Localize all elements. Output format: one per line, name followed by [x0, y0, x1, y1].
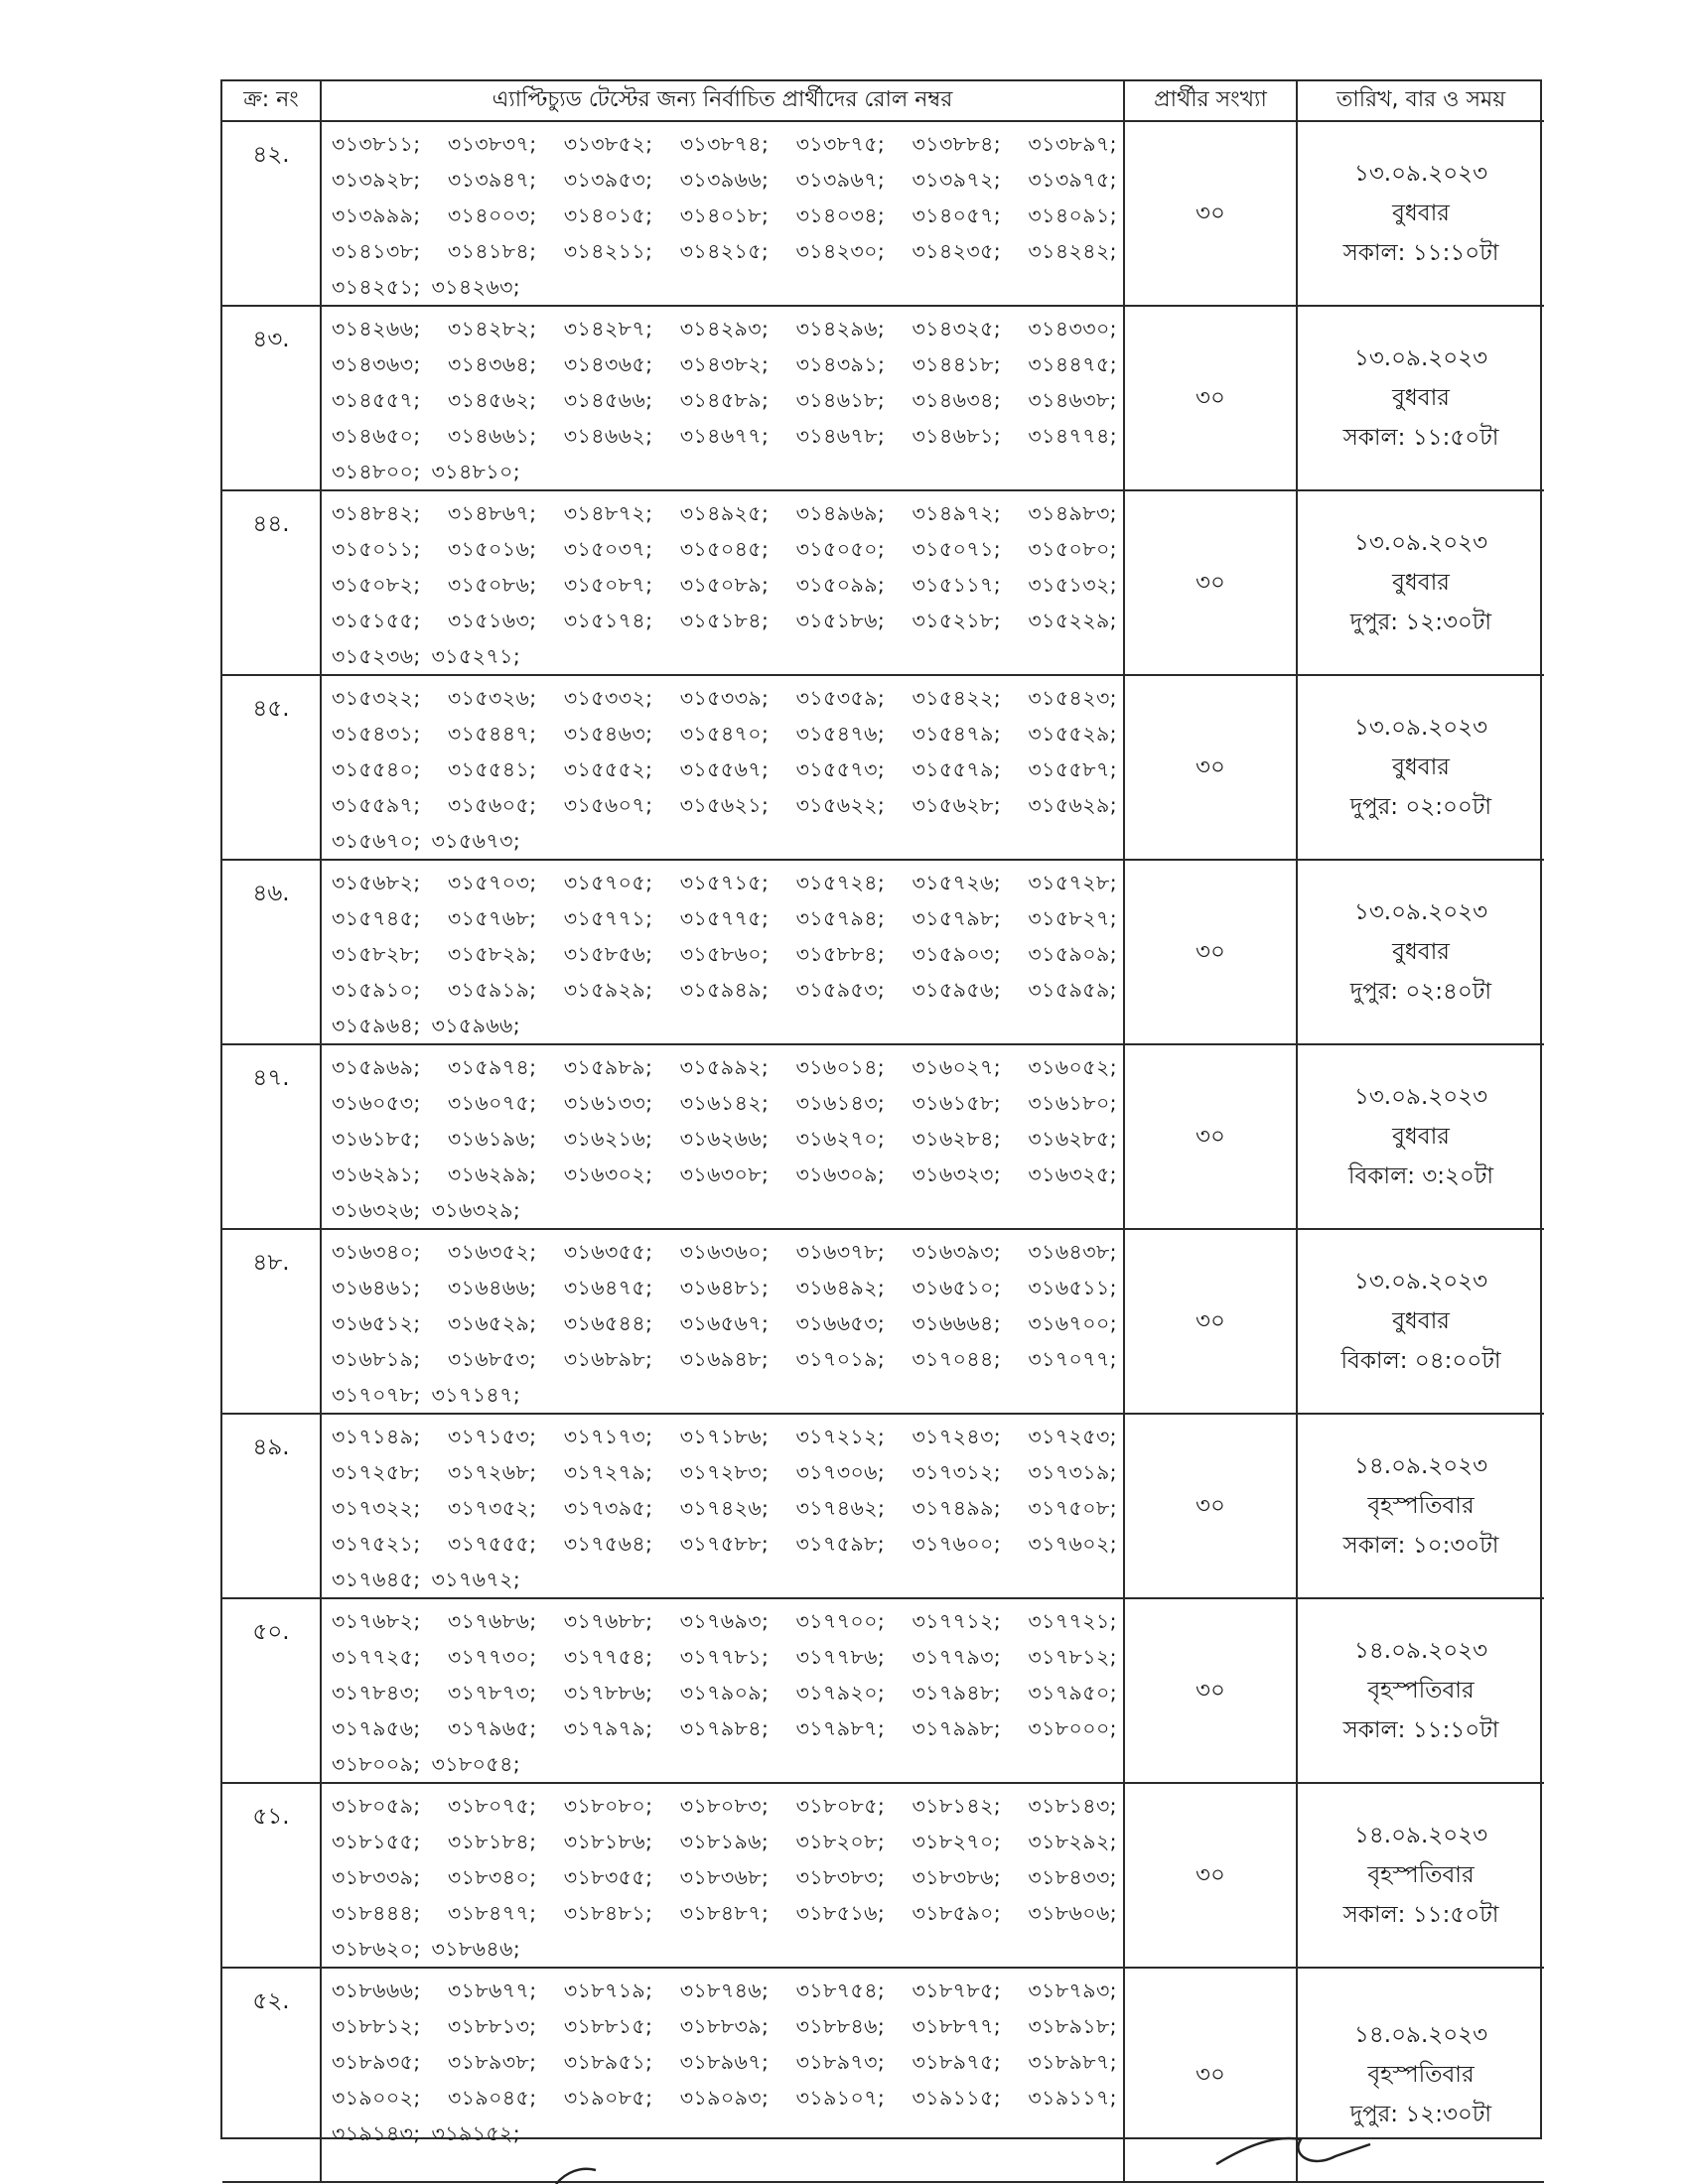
row-serial: ৫১.: [222, 1783, 321, 1968]
row-schedule: [1297, 1044, 1544, 1229]
table-row: [222, 490, 1544, 675]
row-roll-numbers: ৩১৭১৪৯; ৩১৭১৫৩; ৩১৭১৭৩; ৩১৭১৮৬; ৩১৭২১২; ৩১৭২৪৩; ৩১৭২৫৩; ৩১৭২৫৮; ৩১৭২৬৮; ৩১৭২৭৯; ৩১৭২৮৩; ৩১৭৩০৬; ৩১৭৩১২; ৩১৭৩১৯; ৩১৭৩২২; ৩১৭৩৫২; ৩১৭৩৯৫; ৩১৭৪২৬; ৩১৭৪৬২; ৩১৭৪৯৯; ৩১৭৫০৮; ৩১৭৫২১; ৩১৭৫৫৫; ৩১৭৫৬৪; ৩১৭৫৮৮; ৩১৭৫৯৮; ৩১৭৬০০; ৩১৭৬০২; ৩১৭৬৪৫; ৩১৭৬৭২;: [321, 1414, 1124, 1598]
row-schedule: [1297, 490, 1544, 675]
header-serial: ক্র: নং: [222, 81, 321, 121]
table-row: [222, 1598, 1544, 1783]
schedule-time: সকাল: ১১:১০টা: [1342, 240, 1499, 266]
row-schedule: [1297, 121, 1544, 306]
table-row: [222, 1783, 1544, 1968]
schedule-date: ১৩.০৯.২০২৩: [1353, 161, 1488, 187]
row-schedule: [1297, 1598, 1544, 1783]
schedule-day: বুধবার: [1392, 754, 1450, 780]
table-body: [222, 121, 1544, 2182]
table-header-row: [222, 81, 1544, 121]
schedule-time: বিকাল: ৩:২০টা: [1347, 1163, 1494, 1189]
row-roll-numbers: ৩১৫৩২২; ৩১৫৩২৬; ৩১৫৩৩২; ৩১৫৩৩৯; ৩১৫৩৫৯; ৩১৫৪২২; ৩১৫৪২৩; ৩১৫৪৩১; ৩১৫৪৪৭; ৩১৫৪৬৩; ৩১৫৪৭০; ৩১৫৪৭৬; ৩১৫৪৭৯; ৩১৫৫২৯; ৩১৫৫৪০; ৩১৫৫৪১; ৩১৫৫৫২; ৩১৫৫৬৭; ৩১৫৫৭৩; ৩১৫৫৭৯; ৩১৫৫৮৭; ৩১৫৫৯৭; ৩১৫৬০৫; ৩১৫৬০৭; ৩১৫৬২১; ৩১৫৬২২; ৩১৫৬২৮; ৩১৫৬২৯; ৩১৫৬৭০; ৩১৫৬৭৩;: [321, 675, 1124, 860]
row-schedule: [1297, 1783, 1544, 1968]
row-serial: ৫০.: [222, 1598, 321, 1783]
row-roll-numbers: ৩১৪৮৪২; ৩১৪৮৬৭; ৩১৪৮৭২; ৩১৪৯২৫; ৩১৪৯৬৯; ৩১৪৯৭২; ৩১৪৯৮৩; ৩১৫০১১; ৩১৫০১৬; ৩১৫০৩৭; ৩১৫০৪৫; ৩১৫০৫০; ৩১৫০৭১; ৩১৫০৮০; ৩১৫০৮২; ৩১৫০৮৬; ৩১৫০৮৭; ৩১৫০৮৯; ৩১৫০৯৯; ৩১৫১১৭; ৩১৫১৩২; ৩১৫১৫৫; ৩১৫১৬৩; ৩১৫১৭৪; ৩১৫১৮৪; ৩১৫১৮৬; ৩১৫২১৮; ৩১৫২২৯; ৩১৫২৩৬; ৩১৫২৭১;: [321, 490, 1124, 675]
row-candidate-count: ৩০: [1124, 1229, 1297, 1414]
schedule-time: দুপুর: ০২:০০টা: [1349, 794, 1492, 820]
row-serial: ৪৩.: [222, 306, 321, 490]
row-serial: ৪৫.: [222, 675, 321, 860]
schedule-date: ১৪.০৯.২০২৩: [1353, 2022, 1488, 2048]
row-candidate-count: ৩০: [1124, 490, 1297, 675]
schedule-day: বুধবার: [1392, 201, 1450, 226]
table-row: [222, 1968, 1544, 2182]
table-row: [222, 675, 1544, 860]
roll-table: [222, 81, 1544, 2183]
roll-list-sheet: [220, 79, 1542, 2145]
row-schedule: [1297, 306, 1544, 490]
row-serial: ৫২.: [222, 1968, 321, 2182]
table-row: [222, 121, 1544, 306]
row-candidate-count: ৩০: [1124, 675, 1297, 860]
table-row: [222, 1414, 1544, 1598]
schedule-date: ১৩.০৯.২০২৩: [1353, 345, 1488, 371]
schedule-day: বৃহস্পতিবার: [1367, 1862, 1475, 1888]
row-candidate-count: ৩০: [1124, 1044, 1297, 1229]
schedule-time: সকাল: ১১:৫০টা: [1342, 425, 1499, 451]
schedule-day: বৃহস্পতিবার: [1367, 1493, 1475, 1519]
schedule-time: দুপুর: ০২:৪০টা: [1349, 979, 1492, 1005]
row-roll-numbers: ৩১৫৬৮২; ৩১৫৭০৩; ৩১৫৭০৫; ৩১৫৭১৫; ৩১৫৭২৪; ৩১৫৭২৬; ৩১৫৭২৮; ৩১৫৭৪৫; ৩১৫৭৬৮; ৩১৫৭৭১; ৩১৫৭৭৫; ৩১৫৭৯৪; ৩১৫৭৯৮; ৩১৫৮২৭; ৩১৫৮২৮; ৩১৫৮২৯; ৩১৫৮৫৬; ৩১৫৮৬০; ৩১৫৮৮৪; ৩১৫৯০৩; ৩১৫৯০৯; ৩১৫৯১০; ৩১৫৯১৯; ৩১৫৯২৯; ৩১৫৯৪৯; ৩১৫৯৫৩; ৩১৫৯৫৬; ৩১৫৯৫৯; ৩১৫৯৬৪; ৩১৫৯৬৬;: [321, 860, 1124, 1044]
row-candidate-count: ৩০: [1124, 1783, 1297, 1968]
schedule-day: বৃহস্পতিবার: [1367, 1678, 1475, 1704]
row-schedule: [1297, 1414, 1544, 1598]
schedule-time: সকাল: ১১:৫০টা: [1342, 1902, 1499, 1928]
row-serial: ৪৪.: [222, 490, 321, 675]
schedule-time: বিকাল: ০৪:০০টা: [1340, 1348, 1501, 1374]
schedule-date: ১৩.০৯.২০২৩: [1353, 1084, 1488, 1110]
schedule-day: বুধবার: [1392, 939, 1450, 965]
row-candidate-count: ৩০: [1124, 860, 1297, 1044]
row-roll-numbers: ৩১৫৯৬৯; ৩১৫৯৭৪; ৩১৫৯৮৯; ৩১৫৯৯২; ৩১৬০১৪; ৩১৬০২৭; ৩১৬০৫২; ৩১৬০৫৩; ৩১৬০৭৫; ৩১৬১৩৩; ৩১৬১৪২; ৩১৬১৪৩; ৩১৬১৫৮; ৩১৬১৮০; ৩১৬১৮৫; ৩১৬১৯৬; ৩১৬২১৬; ৩১৬২৬৬; ৩১৬২৭০; ৩১৬২৮৪; ৩১৬২৮৫; ৩১৬২৯১; ৩১৬২৯৯; ৩১৬৩০২; ৩১৬৩০৮; ৩১৬৩০৯; ৩১৬৩২৩; ৩১৬৩২৫; ৩১৬৩২৬; ৩১৬৩২৯;: [321, 1044, 1124, 1229]
row-roll-numbers: ৩১৪২৬৬; ৩১৪২৮২; ৩১৪২৮৭; ৩১৪২৯৩; ৩১৪২৯৬; ৩১৪৩২৫; ৩১৪৩৩০; ৩১৪৩৬৩; ৩১৪৩৬৪; ৩১৪৩৬৫; ৩১৪৩৮২; ৩১৪৩৯১; ৩১৪৪১৮; ৩১৪৪৭৫; ৩১৪৫৫৭; ৩১৪৫৬২; ৩১৪৫৬৬; ৩১৪৫৮৯; ৩১৪৬১৮; ৩১৪৬৩৪; ৩১৪৬৩৮; ৩১৪৬৫০; ৩১৪৬৬১; ৩১৪৬৬২; ৩১৪৬৭৭; ৩১৪৬৭৮; ৩১৪৬৮১; ৩১৪৭৭৪; ৩১৪৮০০; ৩১৪৮১০;: [321, 306, 1124, 490]
header-rolls: এ্যাপ্টিচ্যুড টেস্টের জন্য নির্বাচিত প্রার্থীদের রোল নম্বর: [321, 81, 1124, 121]
schedule-day: বুধবার: [1392, 1308, 1450, 1334]
header-count: প্রার্থীর সংখ্যা: [1124, 81, 1297, 121]
row-schedule: [1297, 860, 1544, 1044]
schedule-time: সকাল: ১০:৩০টা: [1342, 1533, 1499, 1559]
row-serial: ৪৭.: [222, 1044, 321, 1229]
row-serial: ৪৬.: [222, 860, 321, 1044]
row-roll-numbers: ৩১৩৮১১; ৩১৩৮৩৭; ৩১৩৮৫২; ৩১৩৮৭৪; ৩১৩৮৭৫; ৩১৩৮৮৪; ৩১৩৮৯৭; ৩১৩৯২৮; ৩১৩৯৪৭; ৩১৩৯৫৩; ৩১৩৯৬৬; ৩১৩৯৬৭; ৩১৩৯৭২; ৩১৩৯৭৫; ৩১৩৯৯৯; ৩১৪০০৩; ৩১৪০১৫; ৩১৪০১৮; ৩১৪০৩৪; ৩১৪০৫৭; ৩১৪০৯১; ৩১৪১৩৮; ৩১৪১৮৪; ৩১৪২১১; ৩১৪২১৫; ৩১৪২৩০; ৩১৪২৩৫; ৩১৪২৪২; ৩১৪২৫১; ৩১৪২৬৩;: [321, 121, 1124, 306]
schedule-date: ১৪.০৯.২০২৩: [1353, 1638, 1488, 1664]
header-schedule: তারিখ, বার ও সময়: [1297, 81, 1544, 121]
schedule-date: ১৩.০৯.২০২৩: [1353, 1269, 1488, 1295]
schedule-day: বুধবার: [1392, 1124, 1450, 1150]
row-schedule: [1297, 675, 1544, 860]
row-schedule: [1297, 1229, 1544, 1414]
schedule-date: ১৩.০৯.২০২৩: [1353, 899, 1488, 925]
row-serial: ৪৮.: [222, 1229, 321, 1414]
schedule-day: বৃহস্পতিবার: [1367, 2062, 1475, 2088]
schedule-date: ১৪.০৯.২০২৩: [1353, 1823, 1488, 1848]
table-row: [222, 1229, 1544, 1414]
table-row: [222, 1044, 1544, 1229]
row-candidate-count: ৩০: [1124, 1598, 1297, 1783]
schedule-date: ১৩.০৯.২০২৩: [1353, 715, 1488, 741]
row-roll-numbers: ৩১৬৩৪০; ৩১৬৩৫২; ৩১৬৩৫৫; ৩১৬৩৬০; ৩১৬৩৭৮; ৩১৬৩৯৩; ৩১৬৪৩৮; ৩১৬৪৬১; ৩১৬৪৬৬; ৩১৬৪৭৫; ৩১৬৪৮১; ৩১৬৪৯২; ৩১৬৫১০; ৩১৬৫১১; ৩১৬৫১২; ৩১৬৫২৯; ৩১৬৫৪৪; ৩১৬৫৬৭; ৩১৬৬৫৩; ৩১৬৬৬৪; ৩১৬৭০০; ৩১৬৮১৯; ৩১৬৮৫৩; ৩১৬৮৯৮; ৩১৬৯৪৮; ৩১৭০১৯; ৩১৭০৪৪; ৩১৭০৭৭; ৩১৭০৭৮; ৩১৭১৪৭;: [321, 1229, 1124, 1414]
row-roll-numbers: ৩১৮৬৬৬; ৩১৮৬৭৭; ৩১৮৭১৯; ৩১৮৭৪৬; ৩১৮৭৫৪; ৩১৮৭৮৫; ৩১৮৭৯৩; ৩১৮৮১২; ৩১৮৮১৩; ৩১৮৮১৫; ৩১৮৮৩৯; ৩১৮৮৪৬; ৩১৮৮৭৭; ৩১৮৯১৮; ৩১৮৯৩৫; ৩১৮৯৩৮; ৩১৮৯৫১; ৩১৮৯৬৭; ৩১৮৯৭৩; ৩১৮৯৭৫; ৩১৮৯৮৭; ৩১৯০০২; ৩১৯০৪৫; ৩১৯০৮৫; ৩১৯০৯৩; ৩১৯১০৭; ৩১৯১১৫; ৩১৯১১৭; ৩১৯১৪৩; ৩১৯১৫২;: [321, 1968, 1124, 2182]
row-candidate-count: ৩০: [1124, 1968, 1297, 2182]
schedule-time: সকাল: ১১:১০টা: [1342, 1717, 1499, 1743]
row-roll-numbers: ৩১৮০৫৯; ৩১৮০৭৫; ৩১৮০৮০; ৩১৮০৮৩; ৩১৮০৮৫; ৩১৮১৪২; ৩১৮১৪৩; ৩১৮১৫৫; ৩১৮১৮৪; ৩১৮১৮৬; ৩১৮১৯৬; ৩১৮২০৮; ৩১৮২৭০; ৩১৮২৯২; ৩১৮৩৩৯; ৩১৮৩৪০; ৩১৮৩৫৫; ৩১৮৩৬৮; ৩১৮৩৮৩; ৩১৮৩৮৬; ৩১৮৪৩৩; ৩১৮৪৪৪; ৩১৮৪৭৭; ৩১৮৪৮১; ৩১৮৪৮৭; ৩১৮৫১৬; ৩১৮৫৯০; ৩১৮৬০৬; ৩১৮৬২০; ৩১৮৬৪৬;: [321, 1783, 1124, 1968]
row-serial: ৪৯.: [222, 1414, 321, 1598]
table-row: [222, 306, 1544, 490]
row-serial: ৪২.: [222, 121, 321, 306]
row-candidate-count: ৩০: [1124, 306, 1297, 490]
table-row: [222, 860, 1544, 1044]
schedule-day: বুধবার: [1392, 385, 1450, 411]
schedule-day: বুধবার: [1392, 570, 1450, 596]
schedule-time: দুপুর: ১২:৩০টা: [1349, 2102, 1492, 2127]
row-roll-numbers: ৩১৭৬৮২; ৩১৭৬৮৬; ৩১৭৬৮৮; ৩১৭৬৯৩; ৩১৭৭০০; ৩১৭৭১২; ৩১৭৭২১; ৩১৭৭২৫; ৩১৭৭৩০; ৩১৭৭৫৪; ৩১৭৭৮১; ৩১৭৭৮৬; ৩১৭৭৯৩; ৩১৭৮১২; ৩১৭৮৪৩; ৩১৭৮৭৩; ৩১৭৮৮৬; ৩১৭৯০৯; ৩১৭৯২০; ৩১৭৯৪৮; ৩১৭৯৫০; ৩১৭৯৫৬; ৩১৭৯৬৫; ৩১৭৯৭৯; ৩১৭৯৮৪; ৩১৭৯৮৭; ৩১৭৯৯৮; ৩১৮০০০; ৩১৮০০৯; ৩১৮০৫৪;: [321, 1598, 1124, 1783]
schedule-date: ১৩.০৯.২০২৩: [1353, 530, 1488, 556]
schedule-date: ১৪.০৯.২০২৩: [1353, 1453, 1488, 1479]
row-schedule: [1297, 1968, 1544, 2182]
row-candidate-count: ৩০: [1124, 1414, 1297, 1598]
row-candidate-count: ৩০: [1124, 121, 1297, 306]
schedule-time: দুপুর: ১২:৩০টা: [1349, 610, 1492, 635]
